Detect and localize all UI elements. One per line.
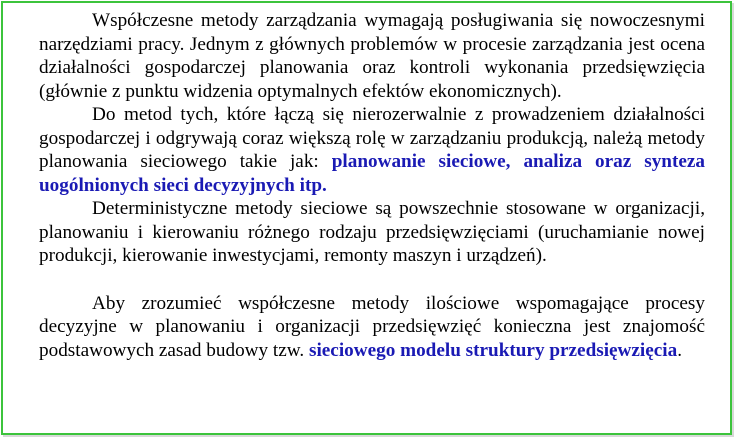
document-frame	[1, 1, 732, 435]
paragraph-3: Deterministyczne metody sieciowe są powszechnie stosowane w organizacji, planowaniu i kierowaniu różnego rodzaju przedsięwzięciami (uruchamianie nowej produkcji, kierowanie inwestycjami, remonty maszyn i urządzeń).	[39, 198, 705, 266]
paragraph-4-highlight: sieciowego modelu struktury przedsięwzięcia	[308, 339, 678, 361]
paragraph-4	[39, 292, 705, 363]
paragraph-2-highlight: planowanie sieciowe, analiza oraz synteza uogólnionych sieci decyzyjnych itp.	[39, 151, 705, 196]
document-body	[39, 9, 705, 362]
paragraph-4-end: .	[677, 339, 683, 361]
paragraph-2-text: Do metod tych, które łączą się nierozerwalnie z prowadzeniem działalności gospodarczej i odgrywają coraz większą rolę w zarządzaniu produkcją, należą metody planowania sieciowego takie jak:	[39, 104, 705, 172]
paragraph-4-text: Aby zrozumieć współczesne metody ilościowe wspomagające procesy decyzyjne w planowaniu i organizacji przedsięwzięć konieczna jest znajomość podstawowych zasad budowy tzw.	[39, 292, 705, 361]
paragraph-2	[39, 103, 705, 197]
paragraph-1: Współczesne metody zarządzania wymagają posługiwania się nowoczesnymi narzędziami pracy. Jednym z głównych problemów w procesie zarządzania jest ocena działalności gospodarczej planowania oraz kontroli wykonania przedsięwzięcia (głównie z punktu widzenia optymalnych efektów ekonomicznych).	[39, 10, 705, 102]
paragraph-spacer	[39, 268, 705, 292]
